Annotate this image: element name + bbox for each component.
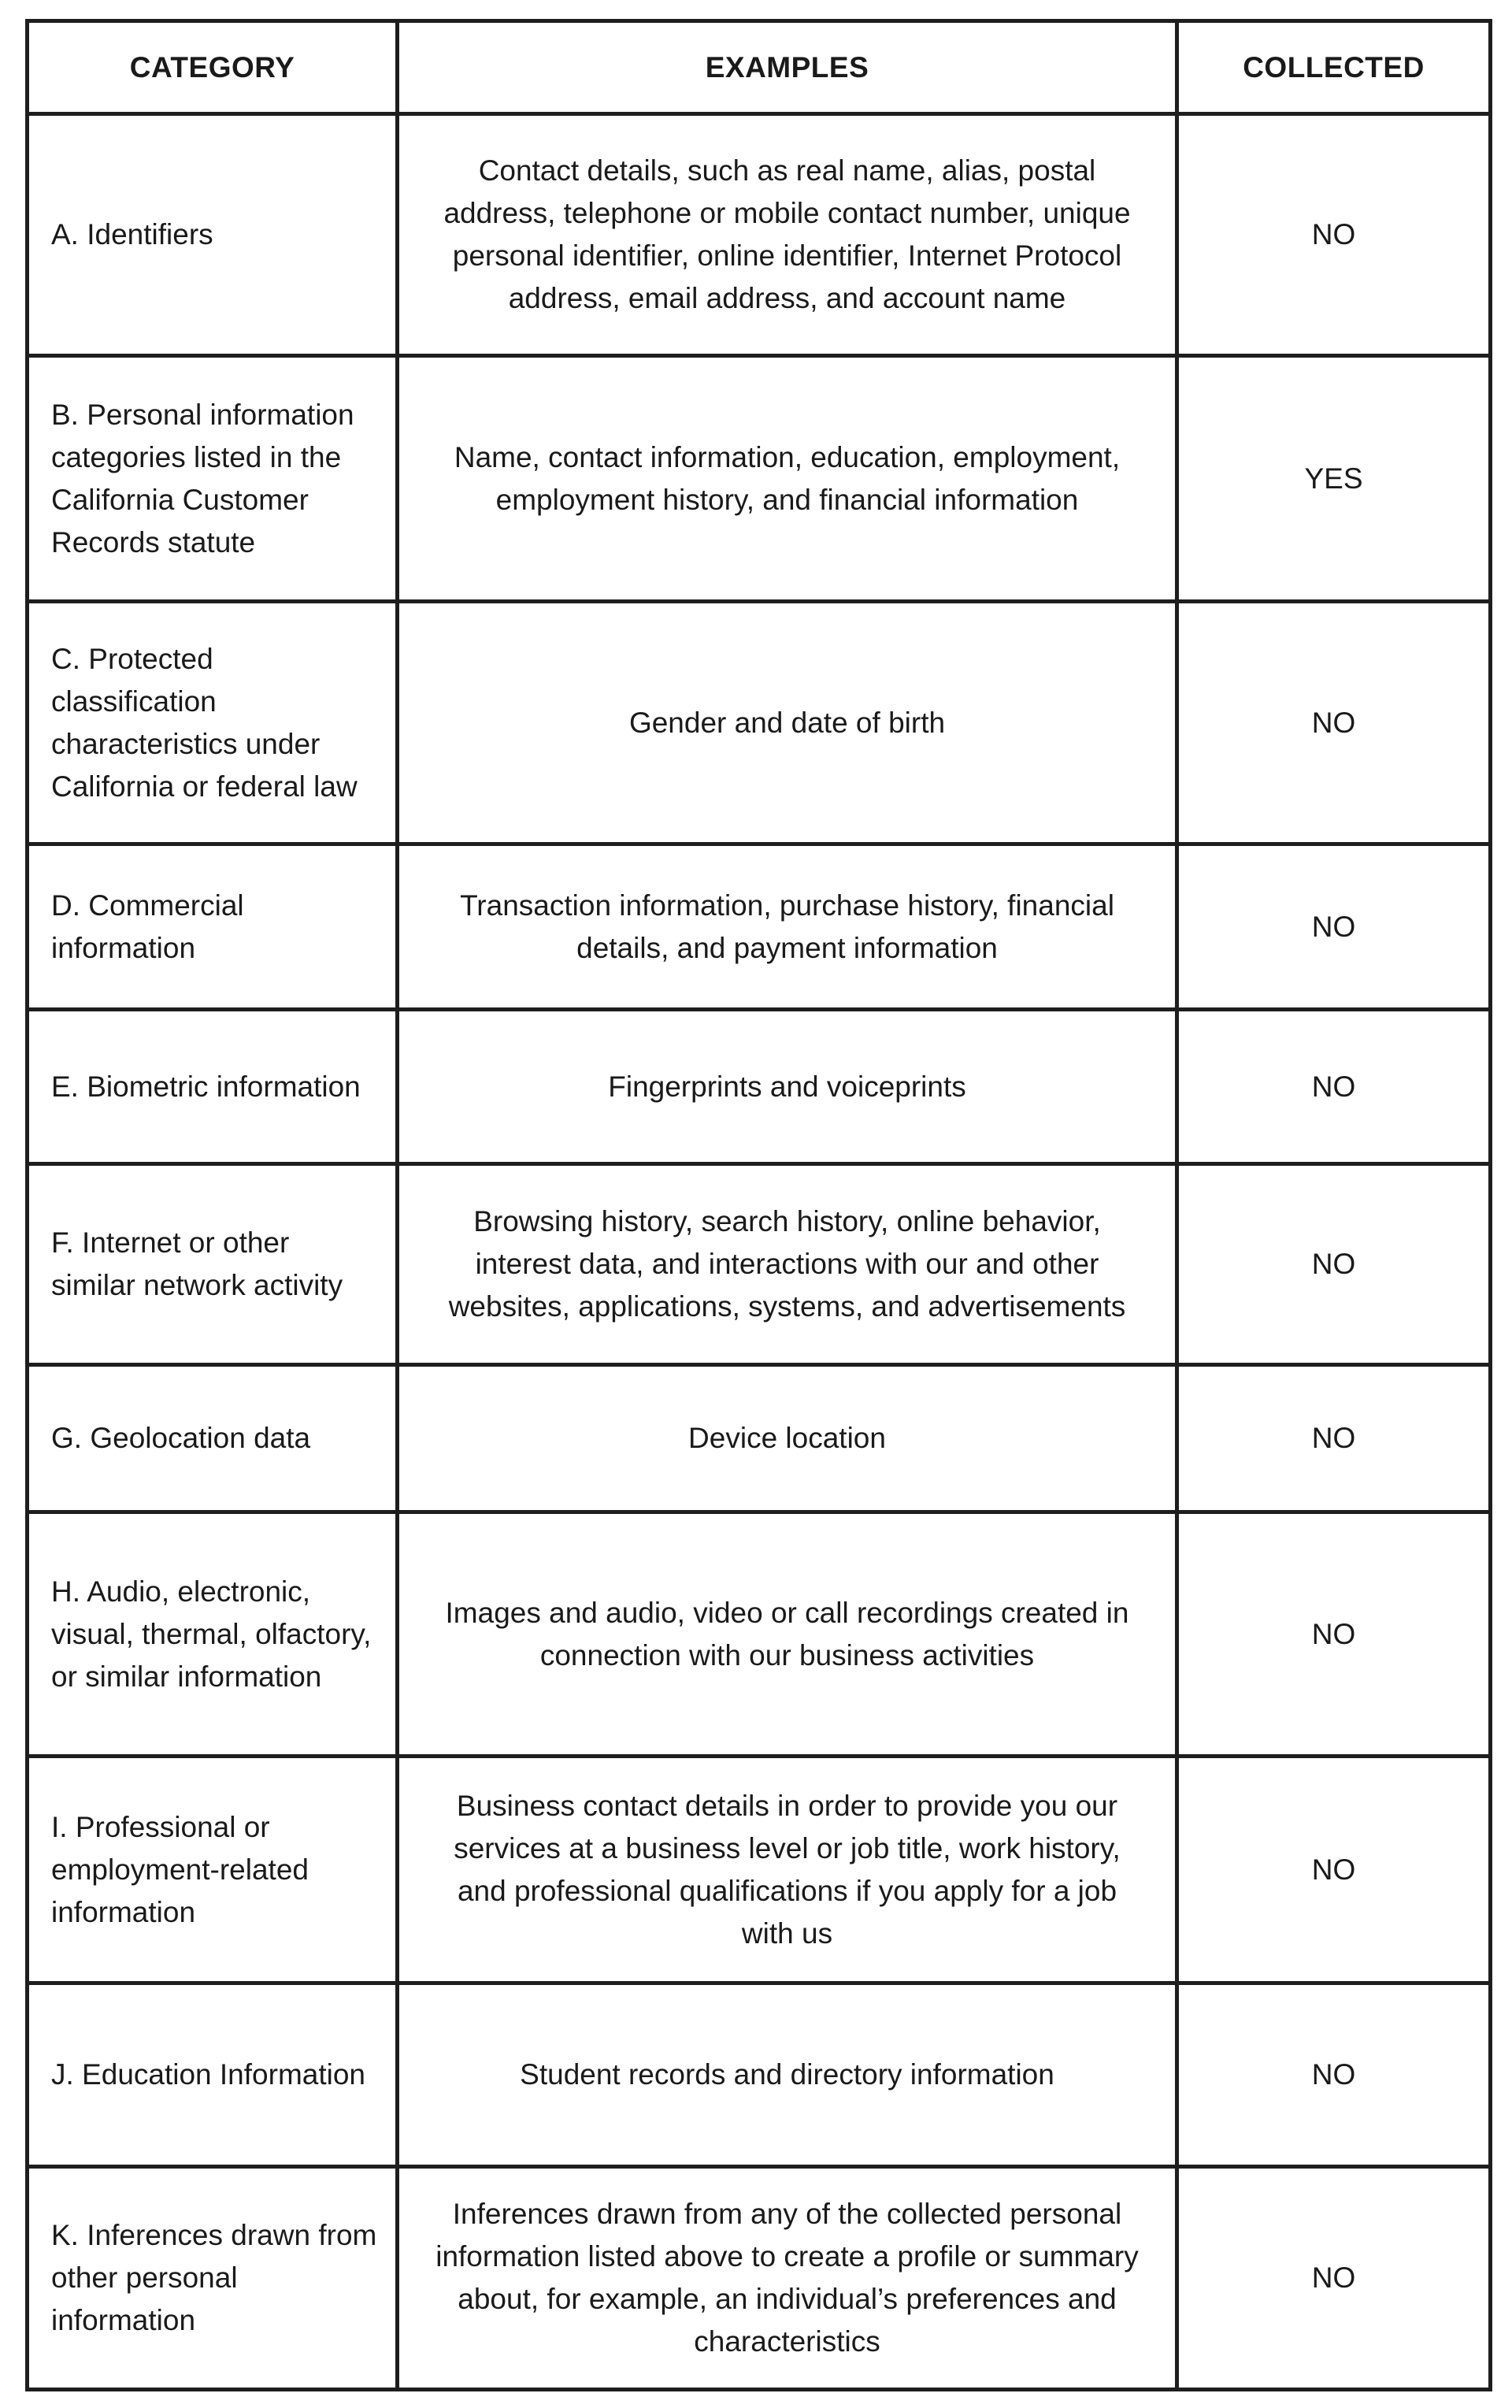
row-collected: NO — [1177, 1164, 1491, 1365]
row-examples: Contact details, such as real name, alias, postal address, telephone or mobile contact number, unique personal identifier, online identifier, Internet Protocol address, email address, and account name — [398, 114, 1177, 356]
table-row — [28, 602, 1491, 844]
row-examples: Inferences drawn from any of the collected personal information listed above to create a profile or summary about, for example, an individual’s preferences and characteristics — [398, 2167, 1177, 2390]
row-collected: NO — [1177, 1010, 1491, 1164]
table-row — [28, 2167, 1491, 2390]
row-collected: NO — [1177, 1757, 1491, 1983]
row-category: A. Identifiers — [28, 114, 398, 356]
row-category: G. Geolocation data — [28, 1365, 398, 1512]
row-category: F. Internet or other similar network activity — [28, 1164, 398, 1365]
row-examples: Fingerprints and voiceprints — [398, 1010, 1177, 1164]
row-examples: Business contact details in order to provide you our services at a business level or job title, work history, and professional qualifications if you apply for a job with us — [398, 1757, 1177, 1983]
row-category: E. Biometric information — [28, 1010, 398, 1164]
header-examples: EXAMPLES — [398, 21, 1177, 114]
row-collected: NO — [1177, 1365, 1491, 1512]
table-row — [28, 844, 1491, 1010]
table-row — [28, 1512, 1491, 1757]
row-category: J. Education Information — [28, 1983, 398, 2167]
row-category: B. Personal information categories listed in the California Customer Records statute — [28, 356, 398, 602]
header-row — [28, 21, 1491, 114]
row-collected: YES — [1177, 356, 1491, 602]
table-row — [28, 114, 1491, 356]
header-collected: COLLECTED — [1177, 21, 1491, 114]
row-examples: Browsing history, search history, online behavior, interest data, and interactions with our and other websites, applications, systems, and advertisements — [398, 1164, 1177, 1365]
row-collected: NO — [1177, 1512, 1491, 1757]
table-row — [28, 1010, 1491, 1164]
row-category: C. Protected classification characteristics under California or federal law — [28, 602, 398, 844]
row-examples: Images and audio, video or call recordings created in connection with our business activities — [398, 1512, 1177, 1757]
row-examples: Gender and date of birth — [398, 602, 1177, 844]
table-row — [28, 1757, 1491, 1983]
row-collected: NO — [1177, 844, 1491, 1010]
row-category: K. Inferences drawn from other personal information — [28, 2167, 398, 2390]
table-row — [28, 1983, 1491, 2167]
row-examples: Name, contact information, education, employment, employment history, and financial information — [398, 356, 1177, 602]
row-category: H. Audio, electronic, visual, thermal, olfactory, or similar information — [28, 1512, 398, 1757]
row-collected: NO — [1177, 1983, 1491, 2167]
table-row — [28, 1365, 1491, 1512]
header-category: CATEGORY — [28, 21, 398, 114]
row-collected: NO — [1177, 114, 1491, 356]
row-collected: NO — [1177, 2167, 1491, 2390]
row-collected: NO — [1177, 602, 1491, 844]
row-examples: Student records and directory information — [398, 1983, 1177, 2167]
row-category: D. Commercial information — [28, 844, 398, 1010]
table-row — [28, 1164, 1491, 1365]
personal-information-table — [25, 19, 1492, 2391]
row-category: I. Professional or employment-related information — [28, 1757, 398, 1983]
table-row — [28, 356, 1491, 602]
row-examples: Device location — [398, 1365, 1177, 1512]
row-examples: Transaction information, purchase history, financial details, and payment information — [398, 844, 1177, 1010]
